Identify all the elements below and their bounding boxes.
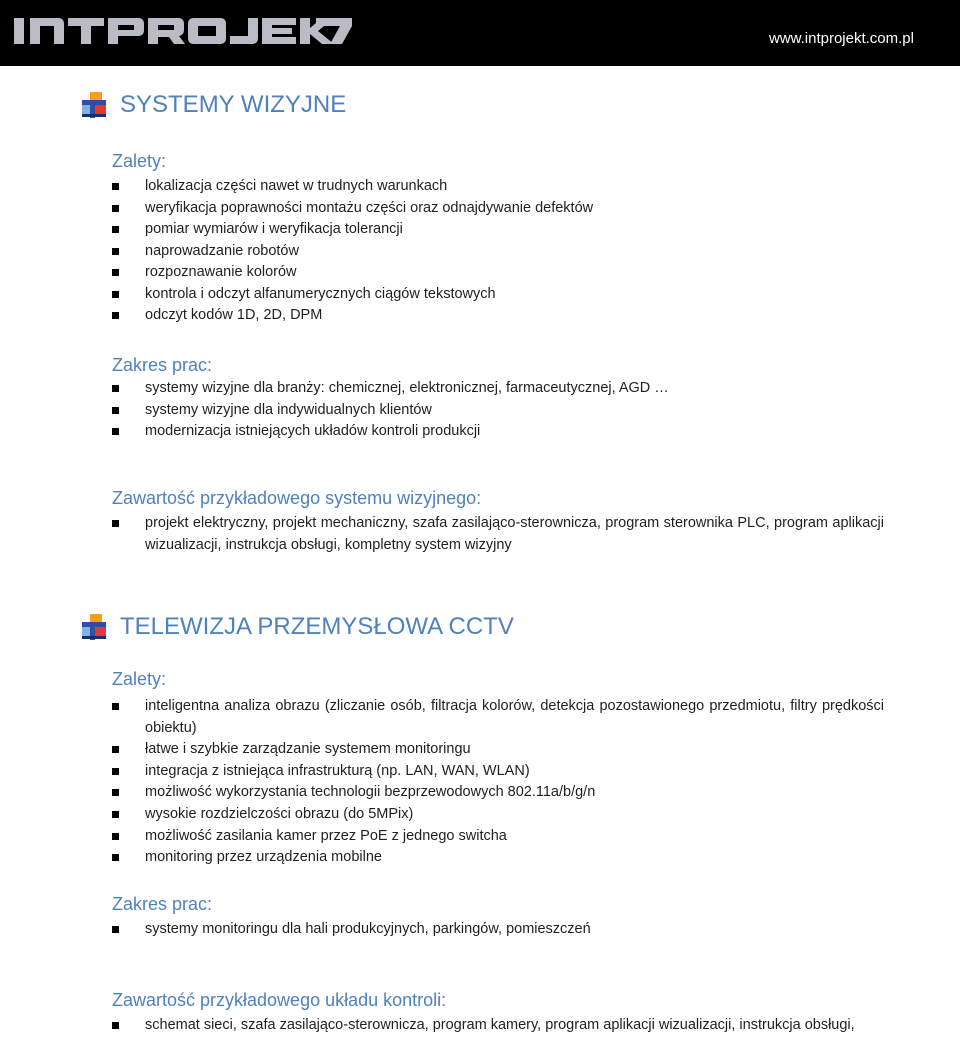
list-item: projekt elektryczny, projekt mechaniczny, szafa zasilająco-sterownicza, program sterownika PLC, program aplikacji wizualizacji, instrukcja obsługi, kompletny system wizyjny [112, 513, 884, 556]
zakres-heading: Zakres prac: [112, 894, 213, 914]
section-title-text: TELEWIZJA PRZEMYSŁOWA CCTV [120, 613, 514, 640]
flag-bullet-icon [80, 613, 108, 641]
zalety-list [112, 176, 884, 327]
list-item: systemy wizyjne dla branży: chemicznej, elektronicznej, farmaceutycznej, AGD … [112, 378, 884, 400]
list-item: integracja z istniejąca infrastrukturą (np. LAN, WAN, WLAN) [112, 761, 884, 783]
site-url[interactable]: www.intprojekt.com.pl [768, 30, 914, 47]
page-header [0, 0, 960, 66]
section-title-text: SYSTEMY WIZYJNE [120, 91, 347, 118]
list-item: możliwość wykorzystania technologii bezprzewodowych 802.11a/b/g/n [112, 782, 884, 804]
zalety-heading: Zalety: [112, 669, 167, 689]
zalety-heading: Zalety: [112, 151, 167, 171]
list-item: odczyt kodów 1D, 2D, DPM [112, 305, 884, 327]
section-title-telewizja-przemyslowa [80, 610, 514, 644]
zakres-list [112, 378, 884, 443]
list-item: monitoring przez urządzenia mobilne [112, 847, 884, 869]
list-item: rozpoznawanie kolorów [112, 262, 884, 284]
list-item: systemy monitoringu dla hali produkcyjnych, parkingów, pomieszczeń [112, 919, 884, 941]
intprojekt-logo [12, 16, 352, 46]
list-item: systemy wizyjne dla indywidualnych klientów [112, 400, 884, 422]
list-item: możliwość zasilania kamer przez PoE z jednego switcha [112, 826, 884, 848]
list-item: modernizacja istniejących układów kontroli produkcji [112, 421, 884, 443]
list-item: pomiar wymiarów i weryfikacja tolerancji [112, 219, 884, 241]
list-item: łatwe i szybkie zarządzanie systemem monitoringu [112, 739, 884, 761]
zawartosc-list [112, 513, 884, 556]
zawartosc-heading: Zawartość przykładowego układu kontroli: [112, 990, 447, 1010]
zawartosc-heading: Zawartość przykładowego systemu wizyjnego: [112, 488, 482, 508]
list-item: lokalizacja części nawet w trudnych warunkach [112, 176, 884, 198]
zalety-list [112, 696, 884, 869]
list-item: inteligentna analiza obrazu (zliczanie osób, filtracja kolorów, detekcja pozostawionego przedmiotu, filtry prędkości obiektu) [112, 696, 884, 739]
list-item: wysokie rozdzielczości obrazu (do 5MPix) [112, 804, 884, 826]
list-item: kontrola i odczyt alfanumerycznych ciągów tekstowych [112, 284, 884, 306]
list-item: schemat sieci, szafa zasilająco-sterownicza, program kamery, program aplikacji wizualizacji, instrukcja obsługi, [112, 1015, 872, 1037]
zakres-list [112, 919, 884, 941]
list-item: weryfikacja poprawności montażu części oraz odnajdywanie defektów [112, 198, 884, 220]
section-title-systemy-wizyjne [80, 88, 346, 122]
flag-bullet-icon [80, 91, 108, 119]
zawartosc-list [112, 1015, 872, 1037]
zakres-heading: Zakres prac: [112, 355, 213, 375]
list-item: naprowadzanie robotów [112, 241, 884, 263]
svg-text:INTPROJEKT: INTPROJEKT [12, 16, 19, 17]
